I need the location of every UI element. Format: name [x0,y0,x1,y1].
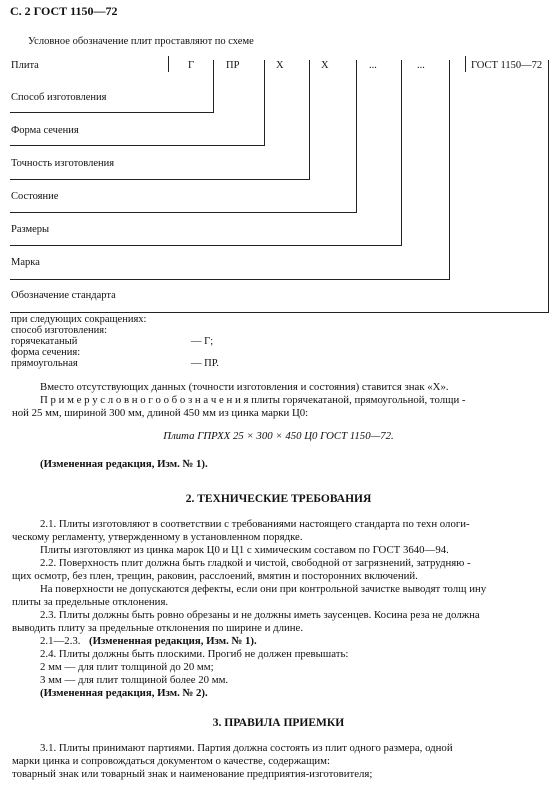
scheme-item-pr: ПР [226,60,240,71]
leader-line [264,60,265,146]
scheme-row-method: Способ изготовления [11,92,107,103]
leader-line [356,60,357,213]
scheme-row-precision: Точность изготовления [11,158,115,169]
section-3-title: 3. ПРАВИЛА ПРИЕМКИ [212,717,345,729]
sec2-line: выводить плиту за предельные отклонения по ширине и длине. [12,622,304,634]
abbr-hot: горячекатаный [11,336,78,347]
section-2-title: 2. ТЕХНИЧЕСКИЕ ТРЕБОВАНИЯ [185,493,372,505]
scheme-label: Плита [11,60,39,71]
sec2-line: 2.1—2.3. [40,635,81,647]
leader-line [449,60,450,280]
revision-note: (Измененная редакция, Изм. № 1). [89,635,257,647]
leader-line [10,245,401,246]
abbr-method: способ изготовления: [11,325,107,336]
sec2-line: На поверхности не допускаются дефекты, если они при контрольной зачистке выводят толщ ину [40,583,487,595]
scheme-item-x2: Х [321,60,329,71]
sec2-line: 2.2. Поверхность плит должна быть гладкой и чистой, свободной от загрязнений, затрудняю - [40,557,471,569]
example-line-2: ной 25 мм, шириной 300 мм, длиной 450 мм из цинка марки Ц0: [12,407,309,419]
revision-note-1: (Измененная редакция, Изм. № 1). [40,458,208,470]
scheme-intro: Условное обозначение плит проставляют по схеме [28,36,254,47]
abbr-intro: при следующих сокращениях: [11,314,147,325]
leader-line [10,312,548,313]
scheme-row-state: Состояние [11,191,59,202]
leader-line [548,60,549,313]
sec3-line: марки цинка и сопровождаться документом о качестве, содержащим: [12,755,330,767]
sec2-line: ческому регламенту, утвержденному в установленном порядке. [12,531,303,543]
page-header: С. 2 ГОСТ 1150—72 [10,4,118,18]
sec2-line: плиты за предельные отклонения. [12,596,169,608]
revision-note-2: (Измененная редакция, Изм. № 2). [40,687,208,699]
abbr-rect: прямоугольная [11,358,78,369]
scheme-separator [168,56,169,72]
leader-line [10,179,309,180]
scheme-item-dots2: ... [417,60,425,71]
leader-line [401,60,402,246]
sec2-line: 2 мм — для плит толщиной до 20 мм; [40,661,214,673]
scheme-item-std: ГОСТ 1150—72 [471,60,543,71]
sec2-line: 3 мм — для плит толщиной более 20 мм. [40,674,229,686]
example-formula: Плита ГПРХХ 25 × 300 × 450 Ц0 ГОСТ 1150—72. [163,430,394,442]
sec2-line: 2.4. Плиты должны быть плоскими. Прогиб не должен превышать: [40,648,349,660]
abbr-hot-code: — Г; [191,336,214,347]
scheme-separator [465,56,466,72]
scheme-item-g: Г [188,60,195,71]
sec2-line: 2.1. Плиты изготовляют в соответствии с требованиями настоящего стандарта по техн ологи- [40,518,470,530]
sec3-line: товарный знак или товарный знак и наименование предприятия-изготовителя; [12,768,373,780]
scheme-row-grade: Марка [11,257,40,268]
abbr-rect-code: — ПР. [191,358,219,369]
leader-line [309,60,310,180]
scheme-row-size: Размеры [11,224,50,235]
leader-line [10,145,264,146]
sec2-line: щих осмотр, без плен, трещин, раковин, расслоений, вмятин и посторонних включений. [12,570,418,582]
leader-line [10,112,213,113]
example-line-1: П р и м е р у с л о в н о г о о б о з н а ч е н и я плиты горячекатаной, прямоугольной, толщи - [40,394,466,406]
scheme-row-form: Форма сечения [11,125,79,136]
leader-line [213,60,214,113]
leader-line [10,212,356,213]
missing-data-note: Вместо отсутствующих данных (точности изготовления и состояния) ставится знак «Х». [40,381,449,393]
scheme-item-dots1: ... [369,60,377,71]
sec2-line: 2.3. Плиты должны быть ровно обрезаны и не должны иметь заусенцев. Косина реза не должна [40,609,480,621]
abbr-form: форма сечения: [11,347,81,358]
sec2-line: Плиты изготовляют из цинка марок Ц0 и Ц1 с химическим составом по ГОСТ 3640—94. [40,544,449,556]
leader-line [10,279,449,280]
scheme-row-standard: Обозначение стандарта [11,290,116,301]
scheme-item-x1: Х [276,60,284,71]
sec3-line: 3.1. Плиты принимают партиями. Партия должна состоять из плит одного размера, одной [40,742,453,754]
